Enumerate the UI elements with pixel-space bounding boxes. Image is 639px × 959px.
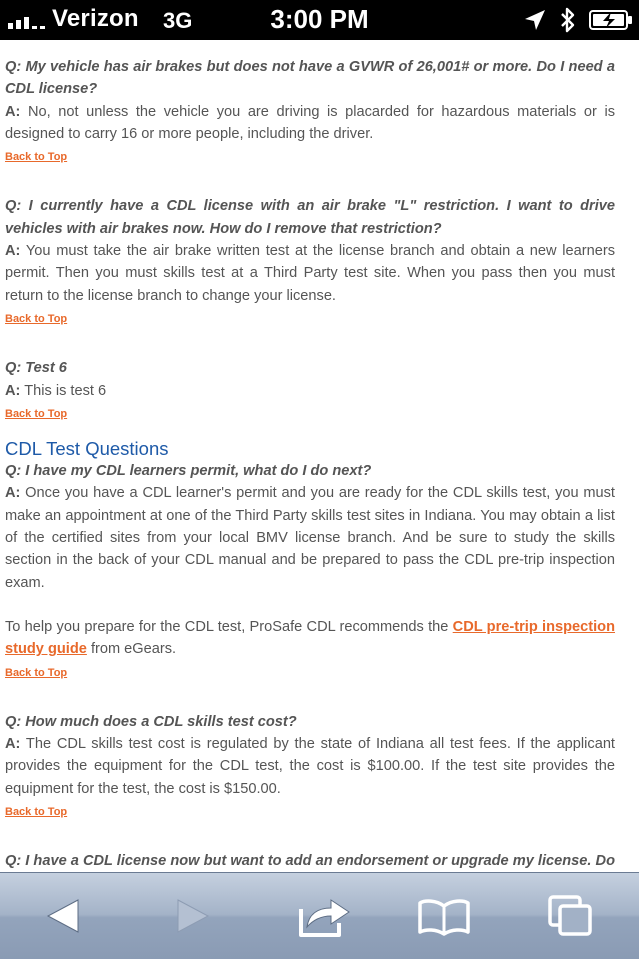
study-guide-link[interactable]: CDL pre-trip inspection study guide (5, 618, 615, 658)
faq-answer: A: This is test 6 (5, 382, 107, 399)
bookmarks-icon (416, 896, 472, 936)
faq-item (5, 357, 615, 424)
status-bar (0, 0, 639, 40)
back-to-top-link[interactable]: Back to Top (5, 666, 68, 679)
safari-toolbar (0, 872, 639, 959)
forward-button[interactable] (162, 891, 222, 941)
faq-answer: A: No, not unless the vehicle you are driving is placarded for hazardous materials or is designed to carry 16 or more people, including the driver. (5, 103, 615, 142)
faq-item (5, 460, 615, 683)
bluetooth-icon (559, 6, 577, 34)
faq-answer: A: Once you have a CDL learner's permit and you are ready for the CDL skills test, you must make an appointment at one of the Third Party skills test sites in Indiana. You may obtain a list of the certified sites from your local BMV license branch. And be sure to study the skills section in the back of your CDL manual and be prepared to pass the CDL pre-trip inspection exam. (5, 485, 615, 591)
section-title: CDL Test Questions (5, 438, 169, 460)
back-to-top-link[interactable]: Back to Top (5, 806, 68, 819)
faq-content[interactable] (0, 40, 639, 872)
faq-question: Q: I have a CDL license now but want to add an endorsement or upgrade my license. Do (5, 853, 615, 870)
faq-item (5, 56, 615, 167)
faq-answer: A: You must take the air brake written test at the license branch and obtain a new learners permit. Then you must skills test at a Third Party test site. When you pass then you must return to the license branch to change your license. (5, 243, 615, 304)
tabs-icon (546, 894, 594, 938)
faq-question: Q: I currently have a CDL license with an air brake "L" restriction. I want to drive vehicles with air brakes now. How do I remove that restriction? (5, 198, 615, 237)
faq-question: Q: My vehicle has air brakes but does not have a GVWR of 26,001# or more. Do I need a CDL license? (5, 59, 615, 98)
faq-item (5, 711, 615, 822)
bookmarks-button[interactable] (414, 891, 474, 941)
location-arrow-icon (523, 8, 547, 32)
tabs-button[interactable] (540, 891, 600, 941)
share-icon (295, 893, 353, 939)
back-to-top-link[interactable]: Back to Top (5, 312, 68, 325)
status-icons (523, 6, 633, 34)
faq-question: Q: Test 6 (5, 360, 67, 377)
faq-question: Q: How much does a CDL skills test cost? (5, 713, 297, 730)
carrier-name: Verizon (52, 5, 139, 32)
battery-charging-icon (589, 9, 633, 31)
faq-item (5, 195, 615, 329)
faq-question: Q: I have my CDL learners permit, what do I do next? (5, 463, 372, 480)
faq-answer: A: The CDL skills test cost is regulated by the state of Indiana all test fees. If the applicant provides the equipment for the CDL test, the cost is $100.00. If the test site provides the equipment for the test, the cost is $150.00. (5, 736, 615, 797)
share-button[interactable] (294, 891, 354, 941)
status-time: 3:00 PM (270, 4, 369, 34)
back-button[interactable] (34, 891, 94, 941)
forward-arrow-icon (172, 896, 212, 936)
back-to-top-link[interactable]: Back to Top (5, 151, 68, 164)
back-to-top-link[interactable]: Back to Top (5, 407, 68, 420)
network-type: 3G (163, 8, 193, 33)
back-arrow-icon (44, 896, 84, 936)
study-guide-paragraph: To help you prepare for the CDL test, ProSafe CDL recommends the CDL pre-trip inspection study guide from eGears. (5, 618, 615, 658)
